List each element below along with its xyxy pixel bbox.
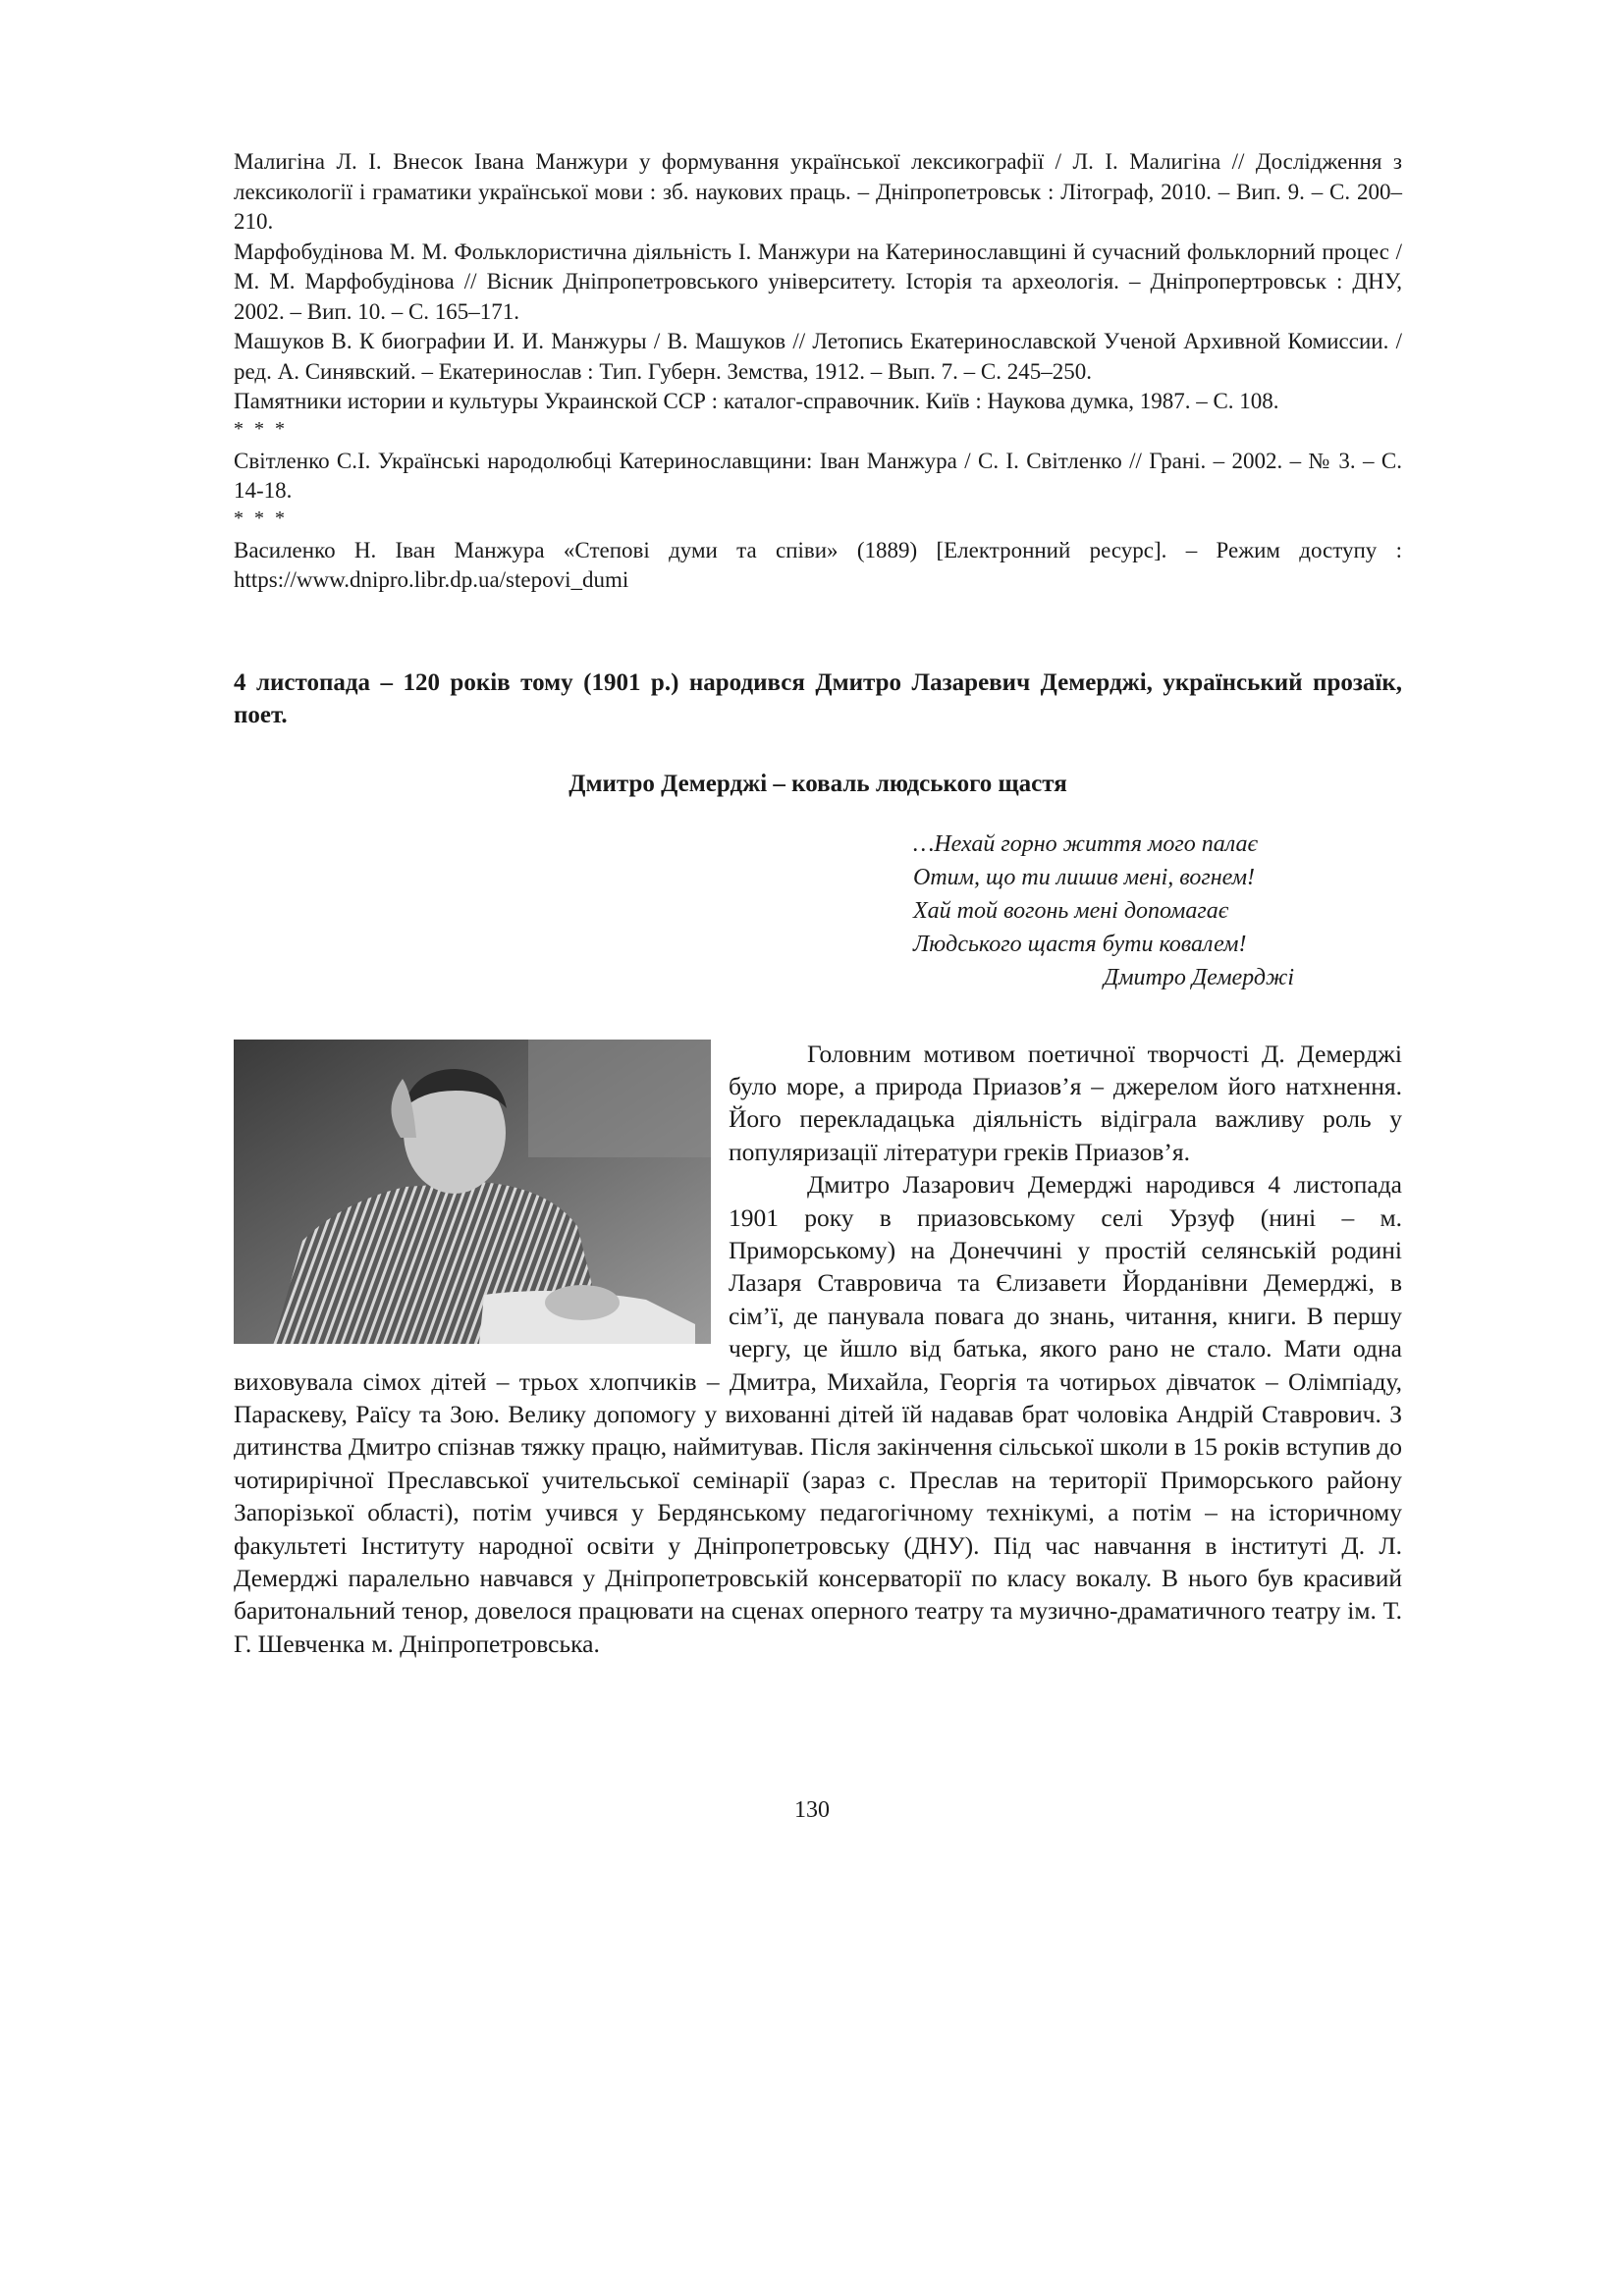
epigraph-line: Отим, що ти лишив мені, вогнем! — [913, 864, 1255, 890]
reference-item: Малигіна Л. І. Внесок Івана Манжури у формування української лексикографії / Л. І. Малигіна // Дослідження з лексикології і граматики української мови : зб. наукових праць. – Дніпропетровськ : Літограф, 2010. – Вип. 9. – С. 200–210. — [234, 149, 1402, 234]
portrait-photo — [234, 1040, 711, 1344]
reference-item: Марфобудінова М. М. Фольклористична діяльність І. Манжури на Катеринославщині й сучасний фольклорний процес / М. М. Марфобудінова // Вісник Дніпропетровського університету. Історія та археологія. – Дніпропертровськ : ДНУ, 2002. – Вип. 10. – С. 165–171. — [234, 239, 1402, 324]
page-number: 130 — [794, 1797, 830, 1823]
epigraph-author: Дмитро Демерджі — [1103, 964, 1294, 990]
article-title: Дмитро Демерджі – коваль людського щастя — [568, 770, 1067, 797]
anniversary-announcement: 4 листопада – 120 років тому (1901 р.) народився Дмитро Лазаревич Демерджі, український прозаїк, поет. — [234, 668, 1402, 728]
separator: * * * — [234, 507, 288, 529]
separator: * * * — [234, 417, 288, 440]
page-content — [234, 147, 1402, 1660]
body-paragraph: Дмитро Лазарович Демерджі народився 4 листопада 1901 року в приазовському селі Урзуф (нині – м. Приморському) на Донеччині у простій селянській родині Лазаря Ставровича та Єлизавети Йорданівни Демерджі, в сім’ї, де панувала повага до знань, читання, книги. В першу чергу, це йшло від батька, якого рано не стало. Мати одна виховувала сімох дітей – трьох хлопчиків – Дмитра, Михайла, Георгія та чотирьох дівчаток – Олімпіаду, Параскеву, Раїсу та Зою. Велику допомогу у вихованні дітей їй надавав брат чоловіка Андрій Ставрович. З дитинства Дмитро спізнав тяжку працю, наймитував. Після закінчення сільської школи в 15 років вступив до чотирирічної Преславської учительської семінарії (зараз с. Преслав на території Приморського району Запорізької області), потім учився у Бердянському педагогічному технікумі, а потім – на історичному факультеті Інституту народної освіти у Дніпропетровську (ДНУ). Під час навчання в інституті Д. Л. Демерджі паралельно навчався у Дніпропетровській консерваторії по класу вокалу. В нього був красивий баритональний тенор, довелося працювати на сценах оперного театру та музично-драматичного театру ім. Т. Г. Шевченка м. Дніпропетровська. — [234, 1170, 1402, 1658]
references-list — [234, 147, 1402, 596]
reference-item: Василенко Н. Іван Манжура «Степові думи та співи» (1889) [Електронний ресурс]. – Режим доступу : https://www.dnipro.libr.dp.ua/stepovi_dumi — [234, 537, 1402, 592]
epigraph — [913, 828, 1402, 994]
article-body — [234, 1038, 1402, 1661]
epigraph-line: Людського щастя бути ковалем! — [913, 931, 1247, 957]
reference-item: Памятники истории и культуры Украинской ССР : каталог-справочник. Київ : Наукова думка, 1987. – С. 108. — [234, 389, 1279, 413]
reference-item: Машуков В. К биографии И. И. Манжуры / В. Машуков // Летопись Екатеринославской Ученой Архивной Комиссии. / ред. А. Синявский. – Екатеринослав : Тип. Губерн. Земства, 1912. – Вып. 7. – С. 245–250. — [234, 329, 1402, 384]
reference-item: Світленко С.І. Українські народолюбці Катеринославщини: Іван Манжура / С. І. Світленко // Грані. – 2002. – № 3. – С. 14-18. — [234, 448, 1402, 503]
epigraph-line: …Нехай горно життя мого палає — [913, 830, 1258, 857]
epigraph-line: Хай той вогонь мені допомагає — [913, 897, 1229, 924]
body-paragraph: Головним мотивом поетичної творчості Д. Демерджі було море, а природа Приазов’я – джерелом його натхнення. Його перекладацька діяльність відіграла важливу роль у популяризації літератури греків Приазов’я. — [729, 1039, 1402, 1166]
